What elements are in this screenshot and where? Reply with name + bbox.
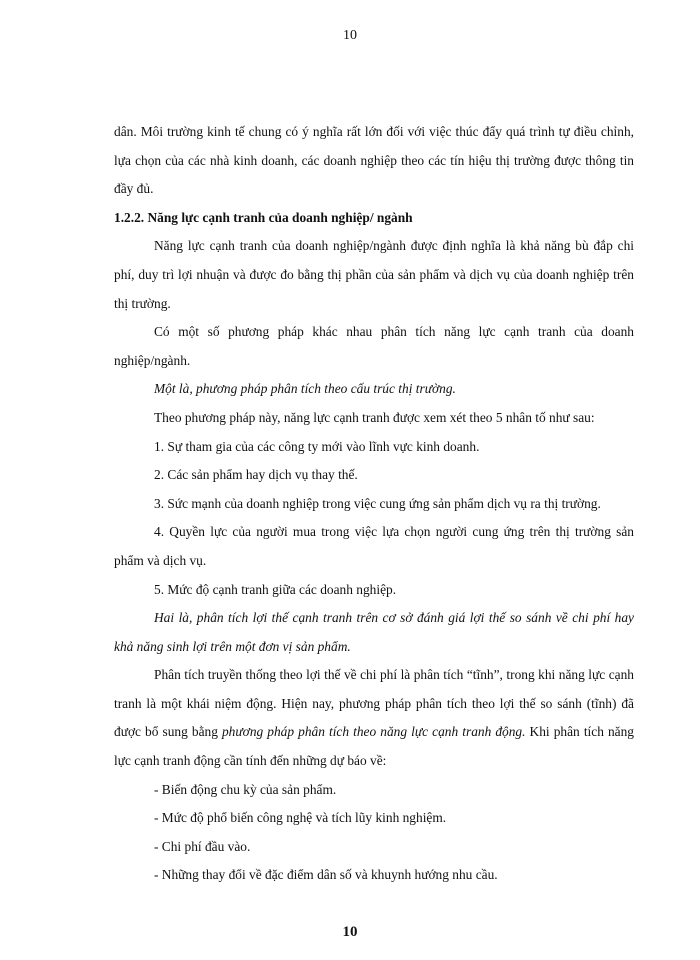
paragraph: Có một số phương pháp khác nhau phân tích năng lực cạnh tranh của doanh nghiệp/ngành. — [114, 324, 634, 368]
paragraph: dân. Môi trường kinh tế chung có ý nghĩa rất lớn đối với việc thúc đẩy quá trình tự điều chỉnh, lựa chọn của các nhà kinh doanh, các doanh nghiệp theo các tín hiệu thị trường được thông tin đầy đủ. — [114, 124, 634, 197]
bullet-item: - Biến động chu kỳ của sản phẩm. — [154, 781, 337, 797]
list-item: 1. Sự tham gia của các công ty mới vào lĩnh vực kinh doanh. — [154, 438, 480, 454]
bullet-item: - Mức độ phổ biến công nghệ và tích lũy kinh nghiệm. — [154, 810, 447, 826]
list-item: 3. Sức mạnh của doanh nghiệp trong việc cung ứng sản phẩm dịch vụ ra thị trường. — [154, 495, 601, 511]
bullet-item: - Chi phí đầu vào. — [154, 838, 251, 854]
paragraph-text: Khi phân tích năng lực cạnh tranh động cần tính đến những dự báo về: — [114, 724, 634, 769]
list-item: 5. Mức độ cạnh tranh giữa các doanh nghiệp. — [154, 581, 397, 597]
list-item: 4. Quyền lực của người mua trong việc lựa chọn người cung ứng trên thị trường sản phẩm và dịch vụ. — [114, 524, 634, 568]
section-heading: 1.2.2. Năng lực cạnh tranh của doanh nghiệp/ ngành — [114, 209, 413, 225]
list-item: 2. Các sản phẩm hay dịch vụ thay thế. — [154, 467, 358, 483]
bullet-item: - Những thay đổi về đặc điểm dân số và khuynh hướng nhu cầu. — [154, 867, 498, 883]
paragraph: Theo phương pháp này, năng lực cạnh tranh được xem xét theo 5 nhân tố như sau: — [154, 409, 595, 425]
italic-paragraph: Một là, phương pháp phân tích theo cấu trúc thị trường. — [154, 381, 456, 397]
paragraph: Năng lực cạnh tranh của doanh nghiệp/ngành được định nghĩa là khả năng bù đắp chi phí, duy trì lợi nhuận và được đo bằng thị phần của sản phẩm và dịch vụ của doanh nghiệp trên thị trường. — [114, 238, 634, 311]
page-number-top: 10 — [343, 28, 357, 43]
italic-phrase: phương pháp phân tích theo năng lực cạnh tranh động. — [221, 724, 526, 740]
page-number-bottom: 10 — [342, 924, 358, 940]
italic-paragraph: Hai là, phân tích lợi thế cạnh tranh trên cơ sở đánh giá lợi thế so sánh về chi phí hay khả năng sinh lợi trên một đơn vị sản phẩm. — [114, 610, 634, 654]
paragraph-text: Phân tích truyền thống theo lợi thế về chi phí là phân tích “tĩnh”, trong khi năng lực cạnh tranh là một khái niệm động. Hiện nay, phương pháp phân tích theo lợi thế so sánh (tĩnh) đã được bổ sung bằng — [114, 667, 634, 740]
paragraph — [114, 661, 634, 775]
document-body — [114, 118, 634, 890]
